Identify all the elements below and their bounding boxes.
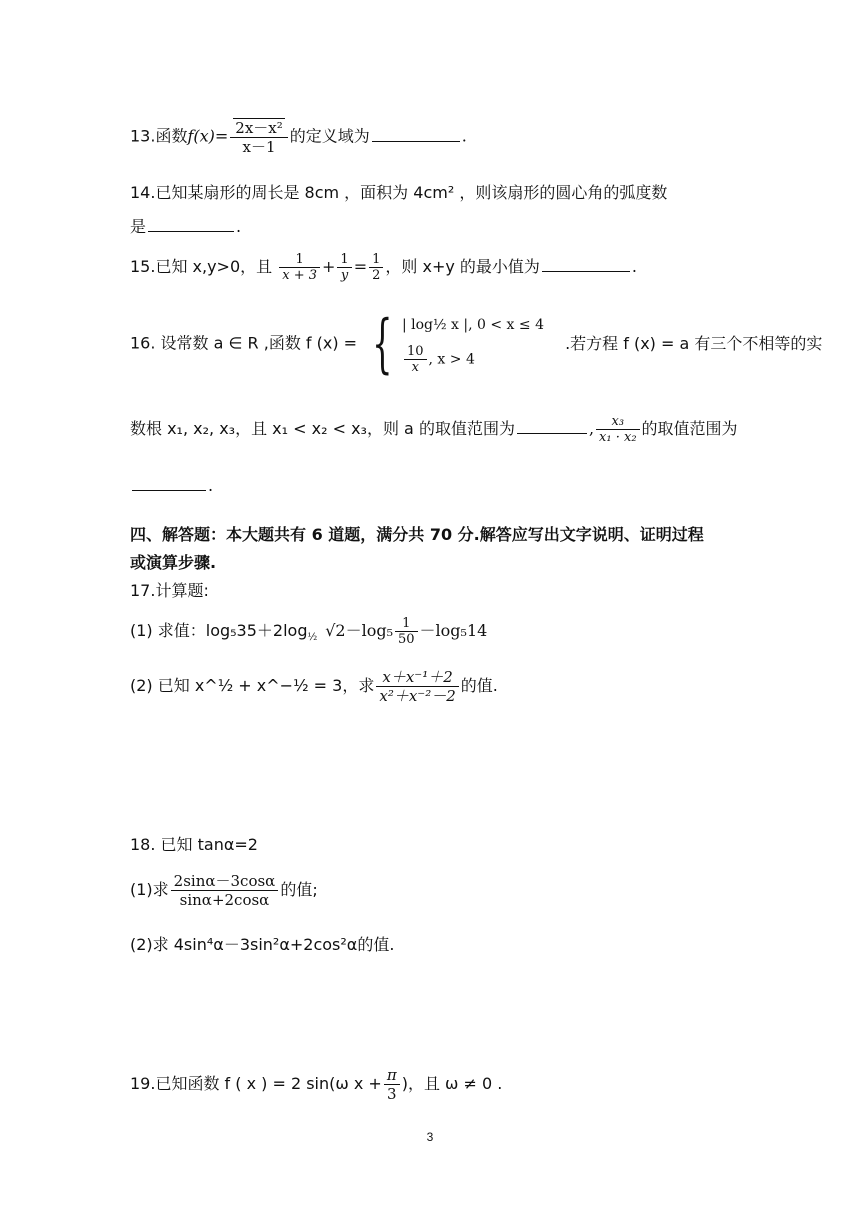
q15-answer-blank[interactable] [542,270,630,272]
q16-line2b: 的取值范围为 [641,419,738,438]
question-16-line2 [130,414,738,445]
q15-f1-den: x + 3 [279,267,320,283]
q14-end: . [236,217,242,236]
q19-den: 3 [384,1084,400,1103]
q18-p1-num: 2sinα－3cosα [173,872,276,890]
q18-p1-fraction [171,872,279,909]
q18-p1-end: 的值; [280,880,318,899]
question-13 [130,118,467,156]
q14-answer-blank[interactable] [148,230,234,232]
q17-p1-prefix: (1) 求值：log₅35＋2log [130,621,308,640]
q15-plus: + [322,257,336,276]
q17-p1-end: －log₅14 [419,621,488,640]
section-4-heading-line2: 或演算步骤. [130,553,217,572]
q16-ratio-den: x₁ · x₂ [596,429,639,445]
q17-p1-num: 1 [402,616,411,631]
q13-fraction [230,118,287,156]
q14-line2-text: 是 [130,217,147,236]
section-4-heading-line1: 四、解答题：本大题共有 6 道题，满分共 70 分.解答应写出文字说明、证明过程 [130,525,704,544]
q13-numerator: 2x－x² [235,119,283,137]
q17-p1-sub: ½ [307,632,318,644]
q13-end: . [461,126,467,146]
question-16 [130,307,823,381]
q16-case2-den: x [404,359,427,375]
q17-p2-prefix: (2) 已知 x^½ + x^−½ = 3，求 [130,676,375,695]
q16-case-2-fraction [404,344,427,375]
q15-f3-num: 1 [372,252,381,267]
q15-fraction-2 [337,252,351,283]
q16-line3-end: . [208,476,214,495]
q15-fraction-3 [369,252,383,283]
q15-f2-den: y [337,267,351,283]
q16-answer-blank-1[interactable] [517,432,587,434]
q16-brace-icon: { [372,307,393,381]
question-17-part1 [130,616,487,647]
q16-case-2-tail: , x > 4 [428,351,475,367]
q19-fraction [384,1066,400,1103]
q19-num: π [386,1066,397,1084]
q16-piecewise [402,314,544,375]
q17-p2-fraction [376,668,458,705]
q19-suffix: )，且 ω ≠ 0 . [401,1074,503,1093]
q13-denominator: x－1 [230,137,287,156]
q15-prefix: 15.已知 x,y>0，且 [130,257,273,276]
q16-line2a: 数根 x₁, x₂, x₃，且 x₁ < x₂ < x₃，则 a 的取值范围为 [130,419,515,438]
q13-func: f(x)= [187,126,229,146]
q16-case2-num: 10 [406,343,424,359]
page-number: 3 [426,1130,434,1144]
q15-eq: = [353,257,368,276]
q13-prefix: 13.函数 [130,126,188,146]
question-14-line1: 14.已知某扇形的周长是 8cm ，面积为 4cm² ，则该扇形的圆心角的弧度数 [130,183,668,202]
question-18-title: 18. 已知 tanα=2 [130,835,258,854]
q16-ratio-fraction [596,414,639,445]
q16-ratio-num: x₃ [611,414,625,429]
q17-p1-den: 50 [395,631,418,647]
question-17-part2 [130,668,498,705]
q17-p1-fraction [395,616,418,647]
q16-suffix: .若方程 f (x) = a 有三个不相等的实 [565,333,823,353]
q19-prefix: 19.已知函数 f ( x ) = 2 sin(ω x + [130,1074,382,1093]
q18-p1-den: sinα+2cosα [171,890,279,909]
q17-p2-den: x²＋x⁻²－2 [376,686,458,705]
q17-p2-num: x＋x⁻¹＋2 [382,668,453,686]
q17-p2-end: 的值. [460,676,498,695]
q16-prefix: 16. 设常数 a ∈ R ,函数 f (x) = [130,333,358,353]
question-17-title: 17.计算题: [130,581,209,600]
q15-fraction-1 [279,252,320,283]
q16-answer-blank-2[interactable] [132,489,206,491]
q15-middle: ，则 x+y 的最小值为 [385,257,540,276]
question-16-line3 [130,476,213,495]
q18-p1-prefix: (1)求 [130,880,169,899]
q16-case-1: | log½ x |, 0 < x ≤ 4 [401,316,544,333]
q15-end: . [631,257,638,276]
q15-f2-num: 1 [340,252,349,267]
q16-comma: , [588,419,595,438]
question-14-line2 [130,214,241,237]
question-18-part2: (2)求 4sin⁴α－3sin²α+2cos²α的值. [130,935,395,954]
q15-f3-den: 2 [369,267,383,283]
q17-p1-mid: √2－log₅ [325,621,393,640]
q15-f1-num: 1 [295,252,304,267]
question-15 [130,252,637,283]
q13-suffix: 的定义域为 [289,126,370,146]
question-18-part1 [130,872,318,909]
question-19 [130,1066,502,1103]
q13-answer-blank[interactable] [372,140,460,142]
